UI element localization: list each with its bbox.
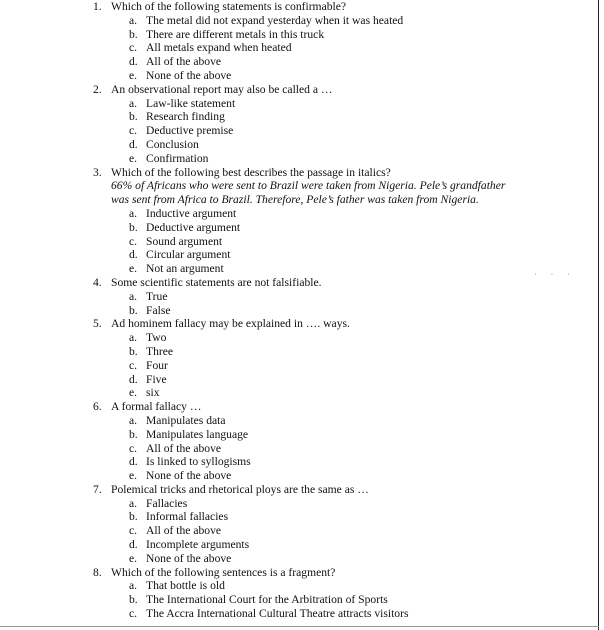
answer-option (0, 428, 604, 442)
answer-option (0, 207, 604, 221)
answer-option (0, 69, 604, 83)
option-letter: b. (129, 593, 138, 607)
answer-option (0, 138, 604, 152)
question-stem (0, 566, 604, 580)
question-stem (0, 317, 604, 331)
option-letter: b. (129, 510, 138, 524)
page-border-bottom (0, 626, 599, 627)
option-letter: b. (129, 27, 138, 41)
option-text: There are different metals in this truck (146, 27, 325, 41)
option-letter: e. (129, 151, 138, 165)
option-text: Research finding (146, 110, 225, 124)
answer-option (0, 28, 604, 42)
option-letter: a. (129, 579, 138, 593)
answer-option (0, 235, 604, 249)
page-border-right (598, 0, 599, 630)
question-text: Which of the following statements is confirmable? (111, 0, 347, 13)
option-text: Law-like statement (146, 96, 236, 110)
option-text: All of the above (146, 524, 222, 538)
option-letter: c. (129, 124, 138, 138)
answer-option (0, 455, 604, 469)
option-letter: d. (129, 137, 138, 151)
answer-option (0, 262, 604, 276)
answer-option (0, 14, 604, 28)
option-letter: d. (129, 372, 138, 386)
answer-option (0, 524, 604, 538)
question-number: 8. (93, 565, 102, 579)
answer-option (0, 538, 604, 552)
option-text: Manipulates language (146, 427, 249, 441)
question-number: 5. (93, 317, 102, 331)
option-letter: d. (129, 455, 138, 469)
option-text: All of the above (146, 55, 222, 69)
option-letter: a. (129, 289, 138, 303)
answer-option (0, 386, 604, 400)
question-number: 2. (93, 82, 102, 96)
option-text: That bottle is old (146, 579, 225, 593)
question-3 (0, 166, 604, 276)
option-letter: c. (129, 234, 138, 248)
option-letter: e. (129, 386, 138, 400)
question-text: An observational report may also be called a … (111, 82, 333, 96)
question-stem (0, 400, 604, 414)
option-text: Not an argument (146, 262, 224, 276)
option-letter: b. (129, 220, 138, 234)
question-2 (0, 83, 604, 166)
option-text: Five (146, 372, 167, 386)
answer-option (0, 110, 604, 124)
answer-option (0, 331, 604, 345)
question-number: 1. (93, 0, 102, 13)
question-text: Which of the following best describes the passage in italics? (111, 165, 391, 179)
question-text: Polemical tricks and rhetorical ploys are the same as … (111, 482, 369, 496)
option-letter: c. (129, 524, 138, 538)
answer-option (0, 510, 604, 524)
question-stem (0, 483, 604, 497)
option-text: Manipulates data (146, 413, 226, 427)
answer-option (0, 373, 604, 387)
option-text: Deductive argument (146, 220, 241, 234)
answer-option (0, 290, 604, 304)
option-letter: a. (129, 496, 138, 510)
option-text: The metal did not expand yesterday when it was heated (146, 13, 404, 27)
option-text: Three (146, 344, 174, 358)
answer-option (0, 469, 604, 483)
option-text: All of the above (146, 441, 222, 455)
option-letter: c. (129, 358, 138, 372)
option-letter: a. (129, 331, 138, 345)
option-text: False (146, 303, 171, 317)
option-text: Circular argument (146, 248, 231, 262)
option-letter: b. (129, 344, 138, 358)
question-number: 6. (93, 400, 102, 414)
option-text: Informal fallacies (146, 510, 229, 524)
question-number: 4. (93, 275, 102, 289)
answer-option (0, 304, 604, 318)
answer-option (0, 414, 604, 428)
answer-option (0, 552, 604, 566)
option-text: Fallacies (146, 496, 188, 510)
question-text: Ad hominem fallacy may be explained in …. ways. (111, 317, 350, 331)
question-text: A formal fallacy … (111, 400, 202, 414)
option-text: Incomplete arguments (146, 538, 250, 552)
question-stem (0, 166, 604, 180)
answer-option (0, 97, 604, 111)
option-letter: d. (129, 55, 138, 69)
question-text: Some scientific statements are not falsifiable. (111, 275, 322, 289)
italic-passage-line: 66% of Africans who were sent to Brazil were taken from Nigeria. Pele’s grandfather (111, 179, 506, 193)
answer-option (0, 248, 604, 262)
answer-option (0, 41, 604, 55)
scan-specks: · · · (534, 270, 576, 279)
italic-passage-line: was sent from Africa to Brazil. Therefore, Pele’s father was taken from Nigeria. (111, 193, 479, 207)
option-text: None of the above (146, 469, 232, 483)
answer-option (0, 359, 604, 373)
question-7 (0, 483, 604, 566)
option-text: True (146, 289, 168, 303)
question-number: 3. (93, 165, 102, 179)
question-1 (0, 0, 604, 83)
option-letter: e. (129, 262, 138, 276)
option-text: Four (146, 358, 168, 372)
question-4 (0, 276, 604, 317)
option-text: six (146, 386, 160, 400)
option-letter: e. (129, 68, 138, 82)
answer-option (0, 497, 604, 511)
question-number: 7. (93, 482, 102, 496)
option-letter: e. (129, 469, 138, 483)
option-letter: c. (129, 607, 138, 621)
question-6 (0, 400, 604, 483)
answer-option (0, 124, 604, 138)
question-stem (0, 276, 604, 290)
option-text: The International Court for the Arbitration of Sports (146, 593, 388, 607)
question-8 (0, 566, 604, 621)
option-letter: a. (129, 413, 138, 427)
option-letter: d. (129, 248, 138, 262)
option-text: Is linked to syllogisms (146, 455, 251, 469)
answer-option (0, 221, 604, 235)
question-stem (0, 83, 604, 97)
answer-option (0, 345, 604, 359)
option-letter: b. (129, 303, 138, 317)
option-text: Conclusion (146, 137, 199, 151)
option-text: Two (146, 331, 167, 345)
option-text: Deductive premise (146, 124, 234, 138)
answer-option (0, 579, 604, 593)
option-letter: b. (129, 110, 138, 124)
question-text: Which of the following sentences is a fragment? (111, 565, 336, 579)
option-text: Sound argument (146, 234, 223, 248)
answer-option (0, 55, 604, 69)
answer-option (0, 442, 604, 456)
option-text: Confirmation (146, 151, 209, 165)
option-text: All metals expand when heated (146, 41, 292, 55)
option-letter: a. (129, 13, 138, 27)
option-letter: a. (129, 206, 138, 220)
option-letter: d. (129, 538, 138, 552)
question-stem (0, 0, 604, 14)
option-text: Inductive argument (146, 206, 237, 220)
question-5 (0, 317, 604, 400)
option-letter: c. (129, 441, 138, 455)
option-text: None of the above (146, 68, 232, 82)
option-text: None of the above (146, 551, 232, 565)
option-text: The Accra International Cultural Theatre attracts visitors (146, 607, 409, 621)
option-letter: e. (129, 551, 138, 565)
option-letter: a. (129, 96, 138, 110)
option-letter: c. (129, 41, 138, 55)
option-letter: b. (129, 427, 138, 441)
answer-option (0, 152, 604, 166)
answer-option (0, 607, 604, 621)
answer-option (0, 593, 604, 607)
